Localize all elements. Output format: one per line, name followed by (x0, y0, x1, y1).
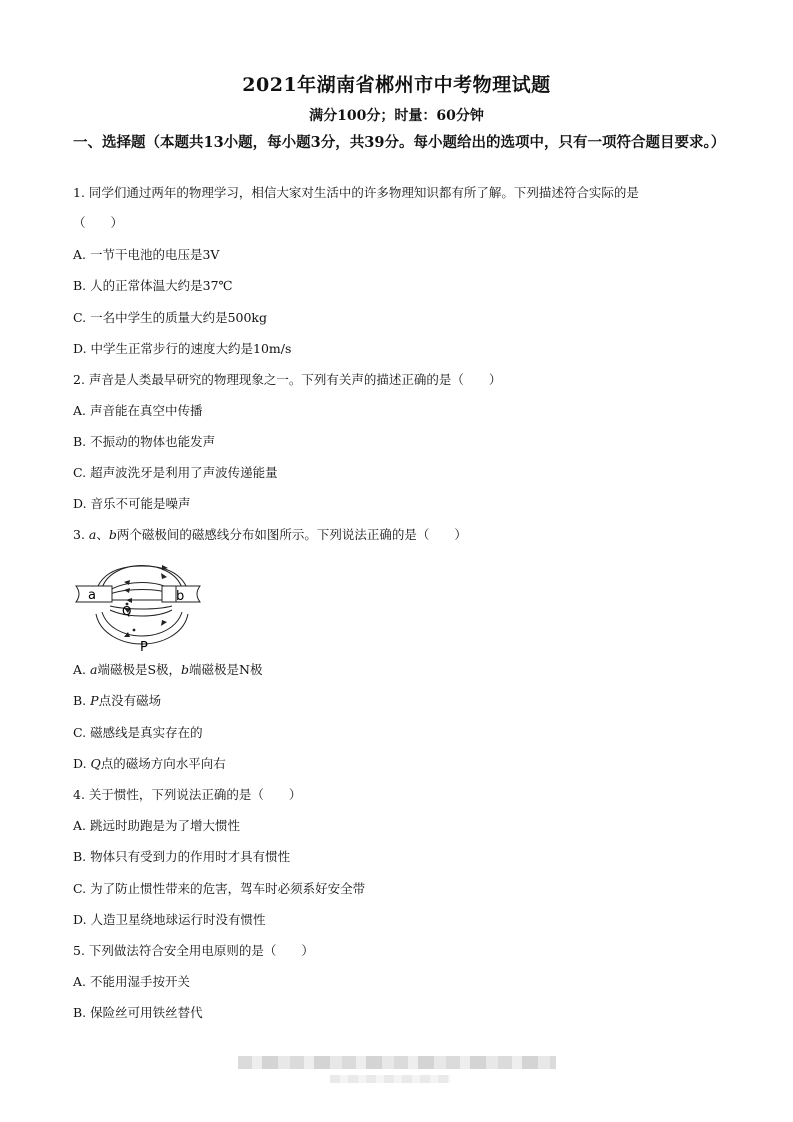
option-text: 点没有磁场 (98, 693, 162, 708)
option-letter: B. (73, 693, 91, 708)
point-p-label: P (140, 640, 148, 655)
pole-b-ref: b (181, 662, 190, 677)
question-1-option-b: B. 人的正常体温大约是37℃ (73, 278, 233, 293)
question-3-stem (73, 527, 467, 543)
pole-b-label: b (176, 589, 185, 604)
question-4-option-a: A. 跳远时助跑是为了增大惯性 (73, 818, 240, 833)
question-4-option-b: B. 物体只有受到力的作用时才具有惯性 (73, 849, 291, 864)
question-1-option-c: C. 一名中学生的质量大约是500kg (73, 310, 268, 325)
question-3-number: 3. (73, 527, 89, 542)
question-3-option-c: C. 磁感线是真实存在的 (73, 725, 203, 740)
point-q-label: Q (122, 604, 132, 618)
pole-b-ref: b (108, 527, 117, 542)
question-3-stem-text: 两个磁极间的磁感线分布如图所示。下列说法正确的是（ ） (116, 527, 467, 542)
question-4-option-d: D. 人造卫星绕地球运行时没有惯性 (73, 912, 266, 927)
separator: 、 (96, 527, 109, 542)
question-2-option-a: A. 声音能在真空中传播 (73, 403, 203, 418)
option-text: 点的磁场方向水平向右 (100, 756, 226, 771)
question-4-option-c: C. 为了防止惯性带来的危害，驾车时必须系好安全带 (73, 881, 366, 896)
pole-a-label: a (88, 588, 96, 603)
option-text: 端磁极是N极 (189, 662, 263, 677)
point-q-ref: Q (90, 756, 101, 771)
question-1-option-d: D. 中学生正常步行的速度大约是10m/s (73, 341, 292, 356)
question-2-option-d: D. 音乐不可能是噪声 (73, 496, 191, 511)
question-1-stem: 1. 同学们通过两年的物理学习，相信大家对生活中的许多物理知识都有所了解。下列描述符合实际的是 (73, 185, 639, 200)
question-5-stem: 5. 下列做法符合安全用电原则的是（ ） (73, 943, 314, 958)
pole-a-ref: a (88, 527, 97, 542)
pole-a-ref: a (89, 662, 98, 677)
question-5-option-a: A. 不能用湿手按开关 (73, 974, 190, 989)
blurred-footer-watermark-secondary (330, 1075, 450, 1083)
option-letter: A. (73, 662, 90, 677)
question-2-option-b: B. 不振动的物体也能发声 (73, 434, 216, 449)
question-2-option-c: C. 超声波洗牙是利用了声波传递能量 (73, 465, 278, 480)
question-3-option-a (73, 662, 262, 678)
option-text: 端磁极是S极， (97, 662, 182, 677)
option-letter: D. (73, 756, 91, 771)
question-1-stem-cont: （ ） (73, 215, 124, 230)
page-title: 2021年湖南省郴州市中考物理试题 (242, 74, 551, 96)
question-2-stem: 2. 声音是人类最早研究的物理现象之一。下列有关声的描述正确的是（ ） (73, 372, 502, 387)
page-subtitle: 满分100分；时量：60分钟 (309, 108, 484, 124)
point-p-ref: P (90, 693, 99, 708)
section-heading: 一、选择题（本题共13小题，每小题3分，共39分。每小题给出的选项中，只有一项符合题目要求。） (73, 134, 726, 151)
question-3-option-d (73, 756, 226, 772)
blurred-footer-watermark (238, 1056, 556, 1069)
question-3-option-b (73, 693, 161, 709)
question-1-option-a: A. 一节干电池的电压是3V (73, 247, 220, 262)
question-4-stem: 4. 关于惯性，下列说法正确的是（ ） (73, 787, 302, 802)
question-5-option-b: B. 保险丝可用铁丝替代 (73, 1005, 203, 1020)
magnetic-field-figure (72, 552, 212, 657)
